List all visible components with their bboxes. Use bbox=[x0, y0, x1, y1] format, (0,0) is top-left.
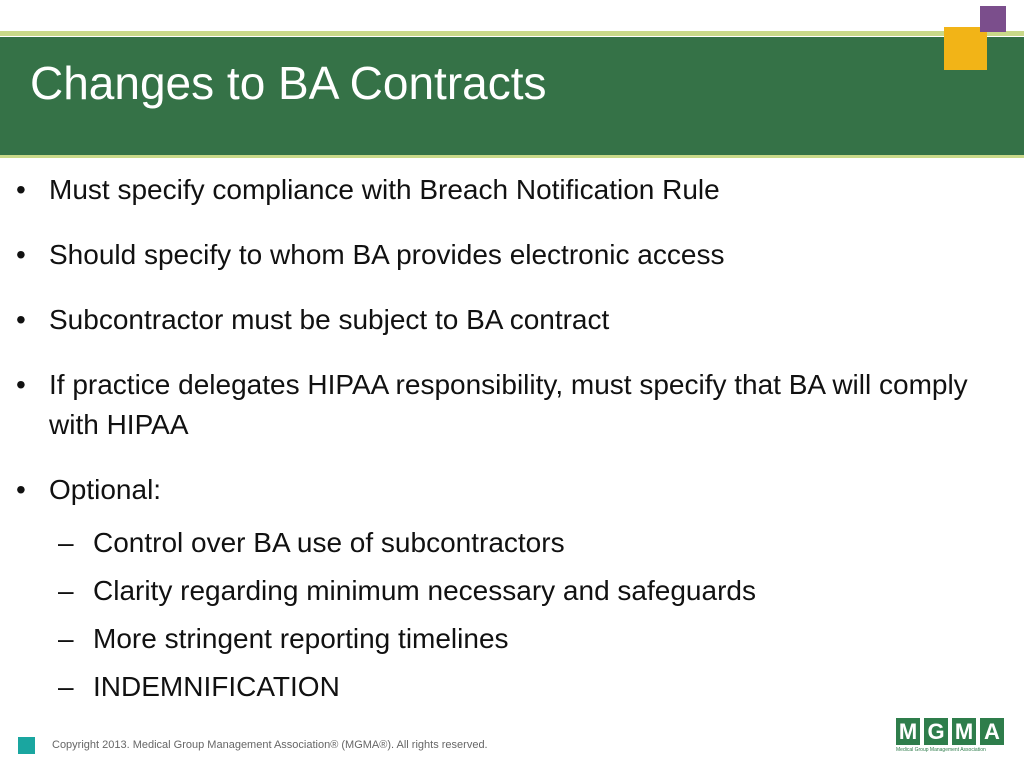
bullet-item bbox=[16, 235, 976, 275]
bullet-item bbox=[16, 365, 976, 445]
title-bottom-accent-line bbox=[0, 155, 1024, 158]
sub-bullet-marker: – bbox=[58, 575, 74, 606]
copyright-text: Copyright 2013. Medical Group Management Association® (MGMA®). All rights reserved. bbox=[52, 739, 488, 751]
bullet-text: Must specify compliance with Breach Notification Rule bbox=[49, 174, 720, 205]
bullet-marker: • bbox=[16, 369, 26, 400]
bullet-item-optional bbox=[16, 470, 976, 510]
sub-bullet-text: Control over BA use of subcontractors bbox=[93, 527, 565, 558]
sub-bullet-item bbox=[58, 523, 976, 563]
bullet-marker: • bbox=[16, 474, 26, 505]
sub-bullet-text: More stringent reporting timelines bbox=[93, 623, 509, 654]
sub-bullet-marker: – bbox=[58, 623, 74, 654]
sub-bullet-item bbox=[58, 619, 976, 659]
logo-letter: M bbox=[896, 718, 920, 745]
decorative-purple-square bbox=[980, 6, 1006, 32]
mgma-logo bbox=[896, 718, 1004, 754]
bullet-text: Should specify to whom BA provides electronic access bbox=[49, 239, 725, 270]
logo-letters bbox=[896, 718, 1004, 745]
bullet-item bbox=[16, 300, 976, 340]
bullet-list bbox=[16, 170, 976, 510]
title-top-accent-line bbox=[0, 31, 1024, 36]
slide-content bbox=[16, 170, 976, 715]
bullet-text: If practice delegates HIPAA responsibility, must specify that BA will comply with HIPAA bbox=[49, 369, 968, 440]
sub-bullet-text: Clarity regarding minimum necessary and safeguards bbox=[93, 575, 756, 606]
logo-letter: G bbox=[924, 718, 948, 745]
sub-bullet-marker: – bbox=[58, 527, 74, 558]
bullet-marker: • bbox=[16, 239, 26, 270]
logo-tagline: Medical Group Management Association bbox=[896, 747, 986, 753]
sub-bullet-list bbox=[16, 523, 976, 707]
logo-letter: A bbox=[980, 718, 1004, 745]
sub-bullet-marker: – bbox=[58, 671, 74, 702]
bullet-marker: • bbox=[16, 174, 26, 205]
logo-letter: M bbox=[952, 718, 976, 745]
sub-bullet-item bbox=[58, 667, 976, 707]
bullet-item bbox=[16, 170, 976, 210]
footer-teal-square bbox=[18, 737, 35, 754]
bullet-marker: • bbox=[16, 304, 26, 335]
sub-bullet-text: INDEMNIFICATION bbox=[93, 671, 340, 702]
bullet-text: Subcontractor must be subject to BA contract bbox=[49, 304, 610, 335]
slide-title: Changes to BA Contracts bbox=[30, 57, 547, 109]
decorative-yellow-square bbox=[944, 27, 987, 70]
sub-bullet-item bbox=[58, 571, 976, 611]
bullet-text: Optional: bbox=[49, 474, 162, 505]
